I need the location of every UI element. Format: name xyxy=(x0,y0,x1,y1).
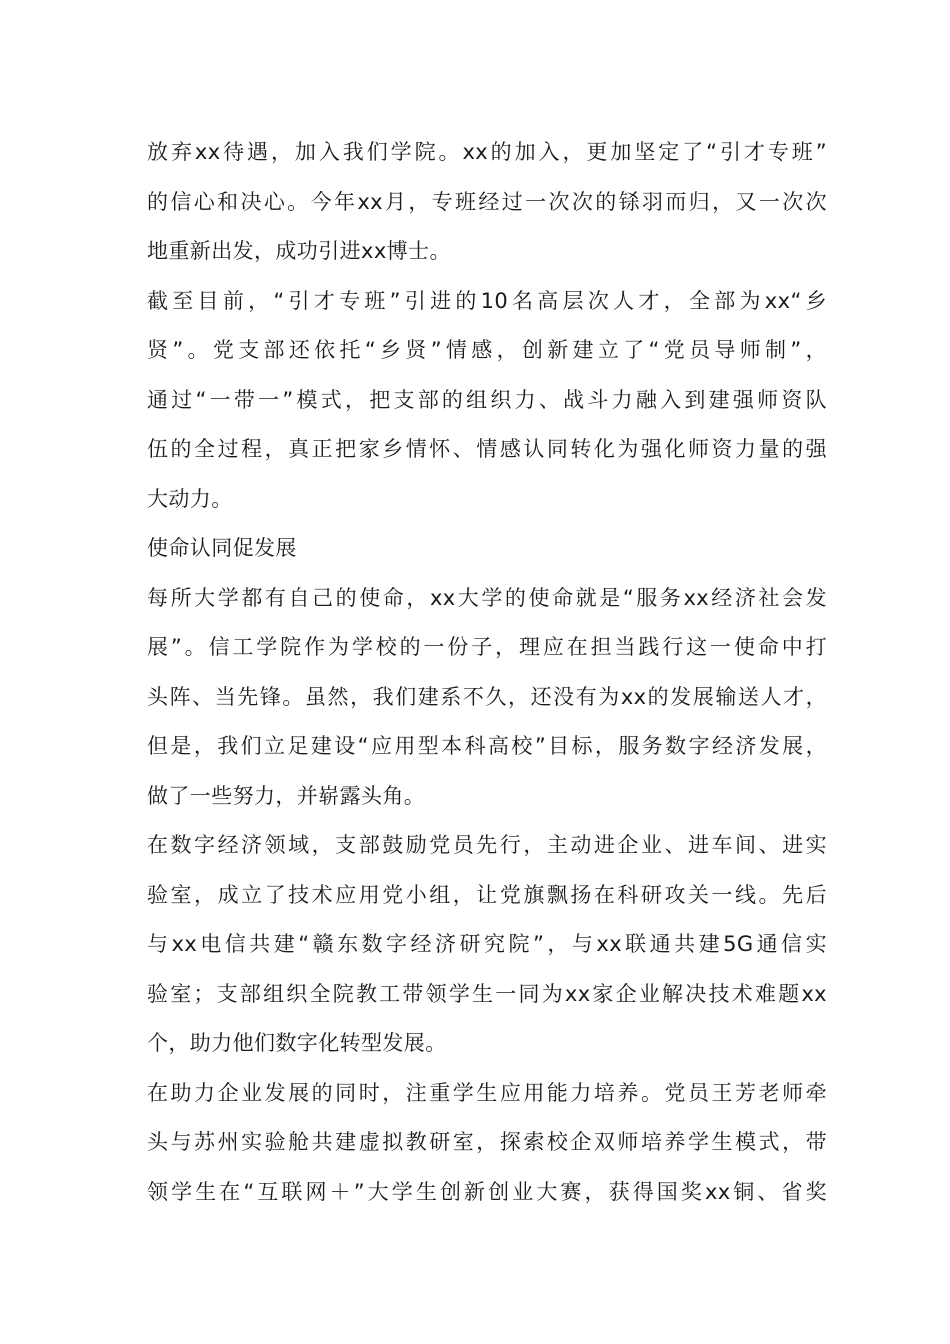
text-line: 展”。信工学院作为学校的一份子，理应在担当践行这一使命中打 xyxy=(147,635,827,659)
paragraph-university-mission xyxy=(147,574,827,822)
text-line: 大动力。 xyxy=(147,486,233,511)
paragraph-mentor-system xyxy=(147,277,827,525)
text-line: 验室，成立了技术应用党小组，让党旗飘扬在科研攻关一线。先后 xyxy=(147,882,827,907)
text-line: 通过“一带一”模式，把支部的组织力、战斗力融入到建强师资队 xyxy=(147,387,827,412)
text-line: 头与苏州实验舱共建虚拟教研室，探索校企双师培养学生模式，带 xyxy=(147,1130,827,1154)
text-line: 头阵、当先锋。虽然，我们建系不久，还没有为xx的发展输送人才， xyxy=(147,684,827,709)
text-line: 放弃xx待遇，加入我们学院。xx的加入，更加坚定了“引才专班” xyxy=(147,140,827,164)
text-line: 领学生在“互联网＋”大学生创新创业大赛，获得国奖xx铜、省奖 xyxy=(147,1179,827,1204)
paragraph-student-ability xyxy=(147,1069,827,1218)
text-line: 地重新出发，成功引进xx博士。 xyxy=(147,239,451,263)
text-line: 做了一些努力，并崭露头角。 xyxy=(147,783,426,808)
paragraph-digital-economy xyxy=(147,821,827,1069)
text-line: 但是，我们立足建设“应用型本科高校”目标，服务数字经济发展， xyxy=(147,734,827,758)
text-line: 贤”。党支部还依托“乡贤”情感，创新建立了“党员导师制”， xyxy=(147,338,827,362)
text-line: 与xx电信共建“赣东数字经济研究院”，与xx联通共建5G通信实 xyxy=(147,932,827,956)
text-line: 的信心和决心。今年xx月，专班经过一次次的铩羽而归，又一次次 xyxy=(147,189,827,214)
text-line: 伍的全过程，真正把家乡情怀、情感认同转化为强化师资力量的强 xyxy=(147,437,827,461)
text-line: 验室；支部组织全院教工带领学生一同为xx家企业解决技术难题xx xyxy=(147,981,827,1006)
text-line: 每所大学都有自己的使命，xx大学的使命就是“服务xx经济社会发 xyxy=(147,585,827,610)
document-body xyxy=(147,128,827,1217)
section-heading xyxy=(147,524,827,574)
text-line: 截至目前，“引才专班”引进的10名高层次人才，全部为xx“乡 xyxy=(147,288,827,313)
text-line: 个，助力他们数字化转型发展。 xyxy=(147,1031,447,1055)
section-heading-text: 使命认同促发展 xyxy=(147,536,297,560)
text-line: 在助力企业发展的同时，注重学生应用能力培养。党员王芳老师牵 xyxy=(147,1080,827,1105)
paragraph-talent-recruitment-end xyxy=(147,128,827,277)
text-line: 在数字经济领域，支部鼓励党员先行，主动进企业、进车间、进实 xyxy=(147,833,827,857)
